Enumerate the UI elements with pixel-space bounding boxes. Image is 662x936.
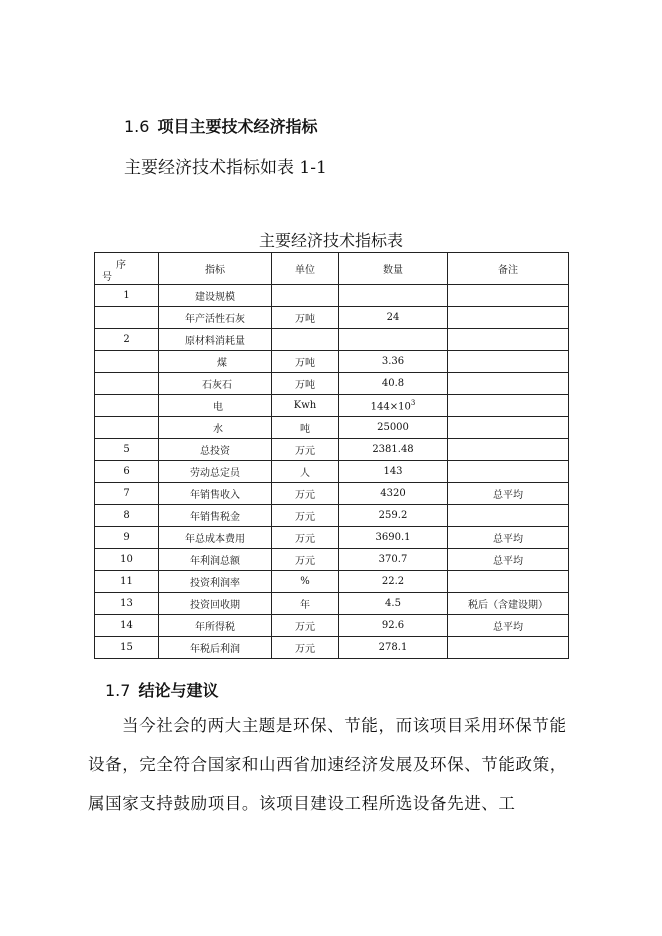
cell-seq: 5 [95, 439, 159, 461]
table-row [95, 527, 569, 549]
cell-quantity [339, 395, 448, 417]
cell-seq: 7 [95, 483, 159, 505]
table-row [95, 373, 569, 395]
cell-unit: 万元 [272, 615, 339, 637]
cell-quantity: 4320 [339, 483, 448, 505]
table-row [95, 417, 569, 439]
cell-indicator: 年产活性石灰 [159, 307, 272, 329]
cell-unit: 万吨 [272, 307, 339, 329]
cell-seq: 8 [95, 505, 159, 527]
table-row [95, 395, 569, 417]
table-row [95, 285, 569, 307]
cell-remark [448, 307, 569, 329]
section-number: 1.7 [105, 681, 131, 700]
cell-seq: 2 [95, 329, 159, 351]
cell-remark [448, 461, 569, 483]
cell-quantity: 3690.1 [339, 527, 448, 549]
cell-seq: 13 [95, 593, 159, 615]
cell-seq: 9 [95, 527, 159, 549]
cell-indicator: 电 [159, 395, 272, 417]
cell-seq: 14 [95, 615, 159, 637]
section-heading-1-6 [124, 114, 317, 137]
cell-remark: 总平均 [448, 527, 569, 549]
cell-unit: 年 [272, 593, 339, 615]
body-paragraph: 当今社会的两大主题是环保、节能，而该项目采用环保节能设备，完全符合国家和山西省加速经济发展及环保、节能政策，属国家支持鼓励项目。该项目建设工程所选设备先进、工 [88, 716, 567, 813]
table-row [95, 505, 569, 527]
cell-seq: 11 [95, 571, 159, 593]
cell-quantity: 278.1 [339, 637, 448, 659]
cell-quantity [339, 329, 448, 351]
table-title: 主要经济技术指标表 [258, 231, 403, 250]
cell-remark: 税后（含建设期） [448, 593, 569, 615]
cell-unit: 万元 [272, 549, 339, 571]
cell-remark: 总平均 [448, 615, 569, 637]
cell-indicator: 煤 [159, 351, 272, 373]
cell-indicator: 年利润总额 [159, 549, 272, 571]
cell-unit [272, 329, 339, 351]
cell-remark [448, 571, 569, 593]
table-row [95, 615, 569, 637]
cell-unit: 万元 [272, 483, 339, 505]
table-row [95, 549, 569, 571]
table-row [95, 439, 569, 461]
cell-quantity: 24 [339, 307, 448, 329]
cell-seq: 15 [95, 637, 159, 659]
cell-unit: 万元 [272, 527, 339, 549]
cell-indicator: 石灰石 [159, 373, 272, 395]
cell-quantity [339, 285, 448, 307]
cell-indicator: 建设规模 [159, 285, 272, 307]
cell-remark [448, 417, 569, 439]
cell-seq [95, 307, 159, 329]
cell-unit: 万元 [272, 439, 339, 461]
cell-indicator: 投资回收期 [159, 593, 272, 615]
header-unit: 单位 [272, 253, 339, 285]
header-seq-top: 序 [116, 260, 126, 271]
table-row [95, 351, 569, 373]
section-title: 项目主要技术经济指标 [157, 117, 318, 136]
table-header-row [95, 253, 569, 285]
indicator-table [94, 252, 569, 659]
cell-remark [448, 351, 569, 373]
cell-quantity: 2381.48 [339, 439, 448, 461]
table-row [95, 637, 569, 659]
cell-indicator: 劳动总定员 [159, 461, 272, 483]
cell-seq: 1 [95, 285, 159, 307]
cell-seq: 6 [95, 461, 159, 483]
cell-quantity: 40.8 [339, 373, 448, 395]
section-number: 1.6 [124, 117, 150, 136]
cell-indicator: 总投资 [159, 439, 272, 461]
cell-unit: 万元 [272, 637, 339, 659]
cell-seq [95, 351, 159, 373]
cell-remark [448, 439, 569, 461]
cell-remark [448, 329, 569, 351]
cell-remark [448, 373, 569, 395]
cell-indicator: 年税后利润 [159, 637, 272, 659]
cell-indicator: 投资利润率 [159, 571, 272, 593]
cell-indicator: 年总成本费用 [159, 527, 272, 549]
cell-remark: 总平均 [448, 483, 569, 505]
cell-quantity: 3.36 [339, 351, 448, 373]
cell-indicator: 年销售税金 [159, 505, 272, 527]
cell-indicator: 原材料消耗量 [159, 329, 272, 351]
cell-remark [448, 637, 569, 659]
cell-unit: % [272, 571, 339, 593]
cell-quantity: 22.2 [339, 571, 448, 593]
header-seq [95, 253, 159, 285]
header-quantity: 数量 [339, 253, 448, 285]
cell-unit: 人 [272, 461, 339, 483]
quantity-value: 144×10 [370, 401, 411, 413]
cell-quantity: 4.5 [339, 593, 448, 615]
cell-seq [95, 395, 159, 417]
cell-unit: Kwh [272, 395, 339, 417]
cell-seq [95, 417, 159, 439]
cell-unit [272, 285, 339, 307]
cell-unit: 万吨 [272, 351, 339, 373]
cell-remark [448, 395, 569, 417]
table-row [95, 461, 569, 483]
table-row [95, 483, 569, 505]
intro-line: 主要经济技术指标如表 1-1 [124, 158, 327, 178]
header-remarks: 备注 [448, 253, 569, 285]
header-indicator: 指标 [159, 253, 272, 285]
section-heading-1-7 [105, 678, 218, 701]
cell-quantity: 25000 [339, 417, 448, 439]
cell-unit: 万元 [272, 505, 339, 527]
cell-quantity: 259.2 [339, 505, 448, 527]
cell-seq [95, 373, 159, 395]
cell-quantity: 92.6 [339, 615, 448, 637]
cell-unit: 吨 [272, 417, 339, 439]
table-row [95, 307, 569, 329]
cell-indicator: 水 [159, 417, 272, 439]
cell-seq: 10 [95, 549, 159, 571]
cell-unit: 万吨 [272, 373, 339, 395]
cell-quantity: 143 [339, 461, 448, 483]
table-row [95, 593, 569, 615]
quantity-exponent: 3 [410, 398, 416, 407]
table-row [95, 571, 569, 593]
cell-remark [448, 285, 569, 307]
header-seq-bottom: 号 [102, 272, 112, 283]
table-row [95, 329, 569, 351]
cell-indicator: 年销售收入 [159, 483, 272, 505]
cell-quantity: 370.7 [339, 549, 448, 571]
cell-remark [448, 505, 569, 527]
cell-remark: 总平均 [448, 549, 569, 571]
cell-indicator: 年所得税 [159, 615, 272, 637]
section-title: 结论与建议 [138, 681, 219, 700]
